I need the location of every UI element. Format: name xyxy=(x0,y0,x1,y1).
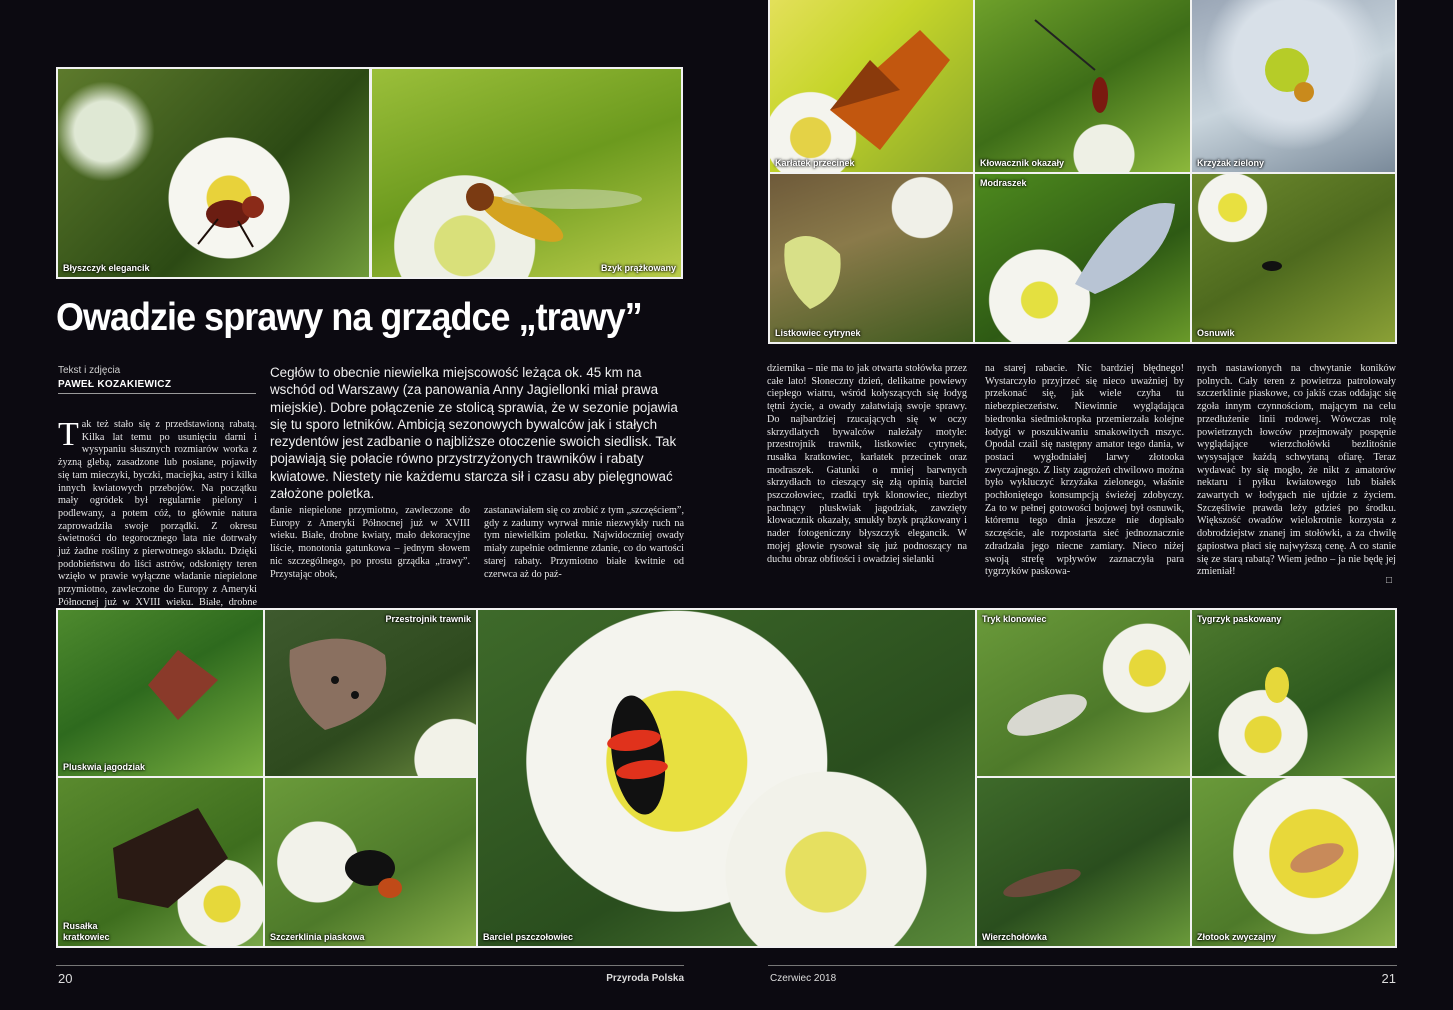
caption-modraszek: Modraszek xyxy=(980,178,1027,188)
caption-przestrojnik: Przestrojnik trawnik xyxy=(385,614,471,624)
caption-klowacznik: Kłowacznik okazały xyxy=(980,158,1065,168)
end-mark: □ xyxy=(1386,575,1393,586)
caption-blyszczyk: Błyszczyk elegancik xyxy=(63,263,150,273)
caption-rusalka-line1: Rusałka xyxy=(63,921,98,931)
article-column-3 xyxy=(484,505,684,595)
skipper-butterfly-illustration xyxy=(770,0,973,172)
photo-przestrojnik xyxy=(265,610,476,776)
caption-rusalka-line2: kratkowiec xyxy=(63,932,110,942)
article-lead: Cegłów to obecnie niewielka miejscowość leżąca ok. 45 km na wschód od Warszawy (za panowania Anny Jagiellonki miał prawa miejskie). Dobre połączenie ze stolicą sprawia, że w sezonie pojawia się tu sporo letników. Ambicją sezonowych bywalców jak i stałych rezydentów jest zadbanie o najbliższe otoczenie swoich siedlisk. Tak pojawiają się połacie równo przystrzyżonych trawników i rabaty kwiatowe. Niestety nie każdemu starcza sił i czasu aby pielęgnować założone poletka. xyxy=(270,365,678,502)
column-1-text: ak też stało się z przedstawioną rabatą. Kilka lat temu po usunięciu darni i wysypaniu słusznych rozmiarów worka z żyzną glebą, zasadzone lub posiane, pojawiły się tam mieczyki, byczki, maciejka, astry i kilka innych kwiatowych przebojów. Na początku mały ogródek był regularnie pielony i podlewany, a potem cóż, to głównie natura zaprowadziła swoje porządki. Z okresu świetności do tegorocznego lata nie dotrwały już żadne rośliny z pierwotnego składu. Dzięki podobieństwu do liści astrów, odsłonięty teren wzięło w prawie wyłączne władanie niepielone przymiotno, zawleczone do Europy z Ameryki Północnej już w XVIII wieku. Białe, drobne xyxy=(58,419,257,608)
caption-karlatek: Karłatek przecinek xyxy=(775,158,855,168)
photo-modraszek xyxy=(975,174,1190,342)
photo-barciel xyxy=(478,610,975,946)
caption-bzyk: Bzyk prążkowany xyxy=(600,263,676,273)
photo-rusalka xyxy=(58,778,263,946)
caption-tryk: Tryk klonowiec xyxy=(982,614,1047,624)
photo-krzyzak xyxy=(1192,0,1395,172)
wasp-spider-illustration xyxy=(1192,610,1395,776)
photo-zlotook xyxy=(1192,778,1395,946)
byline-author: PAWEŁ KOZAKIEWICZ xyxy=(58,379,172,390)
dropcap: T xyxy=(58,416,79,453)
hoverfly-illustration xyxy=(372,69,681,277)
fly-illustration xyxy=(58,69,369,277)
article-column-4 xyxy=(767,363,967,593)
green-spider-illustration xyxy=(1192,0,1395,172)
shield-bug-illustration xyxy=(58,610,263,776)
longhorn-beetle-illustration xyxy=(977,610,1190,776)
byline-rule xyxy=(58,393,256,394)
column-4-text: dziernika – nie ma to jak otwarta stołówka przez całe lato! Słoneczny dzień, delikatne powiewy ciepłego wiatru, wśród kołyszących się łodyg tętni życie, a owady załatwiają swoje sprawy. Do najbardziej rzucających się w oczy skrzydlatych bywalców należały motyle: przestrojnik trawnik, listkowiec cytrynek, rusałka kratkowiec, karłatek przecinek oraz modraszek. Gatunki o mniej barwnych skrzydłach to cieszący się złą opinią barciel pszczołowiec, rzadki tryk klonowiec, niezbyt pachnący pluskwiak jagodziak, zawzięty klowacznik okazały, smukły bzyk prążkowany i nader fotogeniczny błyszczyk elegancik. W mojej głowie rysował się już podnoszący na duchu obraz obfitości i owadziej sielanki xyxy=(767,363,967,565)
magazine-name: Przyroda Polska xyxy=(606,973,684,984)
page-number-left: 20 xyxy=(58,971,73,986)
column-5-text: na starej rabacie. Nic bardziej błędnego! Wystarczyło przyjrzeć się nieco uważniej by przekonać się, jak wiele czyha tu niebezpieczeństw. Niewinnie wyglądająca biedronka siedmiokropka przemierzała kolejne łodygi w poszukiwaniu smakowitych mszyc. Opodal czail się następny amator tego dania, w postaci wygłodniałej larwy złotooka zwyczajnego. Z listy zagrożeń chwilowo można było wykluczyć krzyżaka zielonego, właśnie pochłoniętego konsumpcją świeżej zdobyczy. Za to w pełnej gotowości bojowej był osnuwik, któremu tego dnia jeszcze nie dopisało szczęście, ale rozpostarta sieć jednoznacznie zdradzała jego niecne zamiary. Nieco niżej swoją strefę wpływów zaznaczyła para tygrzyków paskowa- xyxy=(985,363,1184,578)
column-6-text: nych nastawionych na chwytanie koników polnych. Cały teren z powietrza patrolowały szczerklinie piaskowe, co jakiś czas oddając się zgoła innym czynnościom, mającym na celu przedłużenie linii rodowej. Wówczas rolę powietrznych łowców przejmowały pospęnie wyglądające wierzchołówki bezlitośnie wysysające każdą schwytaną ofiarę. Teraz wydawać by się mogło, że nikt z amatorów nektaru i pyłku kwiatowego lub białek zawartych w łodygach nie ujdzie z życiem. Szczęśliwie prawda leży gdzieś po środku. Większość owadów wielokrotnie korzysta z dobrodziejstw znanej im stołówki, a za chwilę gapiostwa płaci się najwyższą cenę. A co stanie się ze starą rabatą? Wiem jedno – ja nie będę jej zmieniał! xyxy=(1197,363,1396,578)
column-3-text: zastanawiałem się co zrobić z tym „szczęściem”, gdy z zadumy wyrwał mnie niezwykły ruch na tym niewielkim poletku. Najwidoczniej owady miały zupełnie odmienne zdanie, co do wartości starej rabaty. Przymiotno białe kwitnie od czerwca aż do paź- xyxy=(484,505,684,580)
sand-wasp-illustration xyxy=(265,778,476,946)
photo-bzyk xyxy=(372,69,681,277)
article-column-2 xyxy=(270,505,470,595)
article-column-6 xyxy=(1197,363,1396,593)
caption-tygrzyk: Tygrzyk paskowany xyxy=(1197,614,1282,624)
caption-plusknia: Pluskwia jagodziak xyxy=(63,762,146,772)
byline-label: Tekst i zdjęcia xyxy=(58,365,121,376)
photo-blyszczyk xyxy=(58,69,369,277)
photo-wierzcholowka xyxy=(977,778,1190,946)
photo-listkowiec xyxy=(770,174,973,342)
photo-klowacznik xyxy=(975,0,1190,172)
photo-plusknia xyxy=(58,610,263,776)
caption-szczerklinia: Szczerklinia piaskowa xyxy=(270,932,365,942)
footer-rule-left xyxy=(56,965,684,966)
page-number-right: 21 xyxy=(1381,971,1396,986)
robber-fly-illustration xyxy=(977,778,1190,946)
photo-karlatek xyxy=(770,0,973,172)
caption-osnuwik: Osnuwik xyxy=(1197,328,1235,338)
photo-tygrzyk xyxy=(1192,610,1395,776)
lacewing-larva-illustration xyxy=(1192,778,1395,946)
article-column-5 xyxy=(985,363,1184,593)
caption-zlotook: Złotook zwyczajny xyxy=(1197,932,1277,942)
photo-tryk xyxy=(977,610,1190,776)
column-2-text: danie niepielone przymiotno, zawleczone do Europy z Ameryki Północnej już w XVIII wieku. Białe, drobne kwiaty, mało dekoracyjne liście, monotonia gatunkowa – jednym słowem nic szczególnego, po prostu grządka „trawy”. Przystając obok, xyxy=(270,505,470,580)
bee-beetle-illustration xyxy=(478,610,975,946)
photo-osnuwik xyxy=(1192,174,1395,342)
article-title: Owadzie sprawy na grządce „trawy” xyxy=(56,296,642,339)
footer-rule-right xyxy=(768,965,1397,966)
brimstone-illustration xyxy=(770,174,973,342)
spider-illustration xyxy=(1192,174,1395,342)
article-column-1 xyxy=(58,416,257,608)
photo-szczerklinia xyxy=(265,778,476,946)
caption-barciel: Barciel pszczołowiec xyxy=(483,932,574,942)
issue-date: Czerwiec 2018 xyxy=(770,973,837,984)
ringlet-illustration xyxy=(265,610,476,776)
caption-wierzcholowka: Wierzchołówka xyxy=(982,932,1047,942)
blue-butterfly-illustration xyxy=(975,174,1190,342)
caption-krzyzak: Krzyżak zielony xyxy=(1197,158,1265,168)
caption-listkowiec: Listkowiec cytrynek xyxy=(775,328,861,338)
ichneumon-illustration xyxy=(975,0,1190,172)
